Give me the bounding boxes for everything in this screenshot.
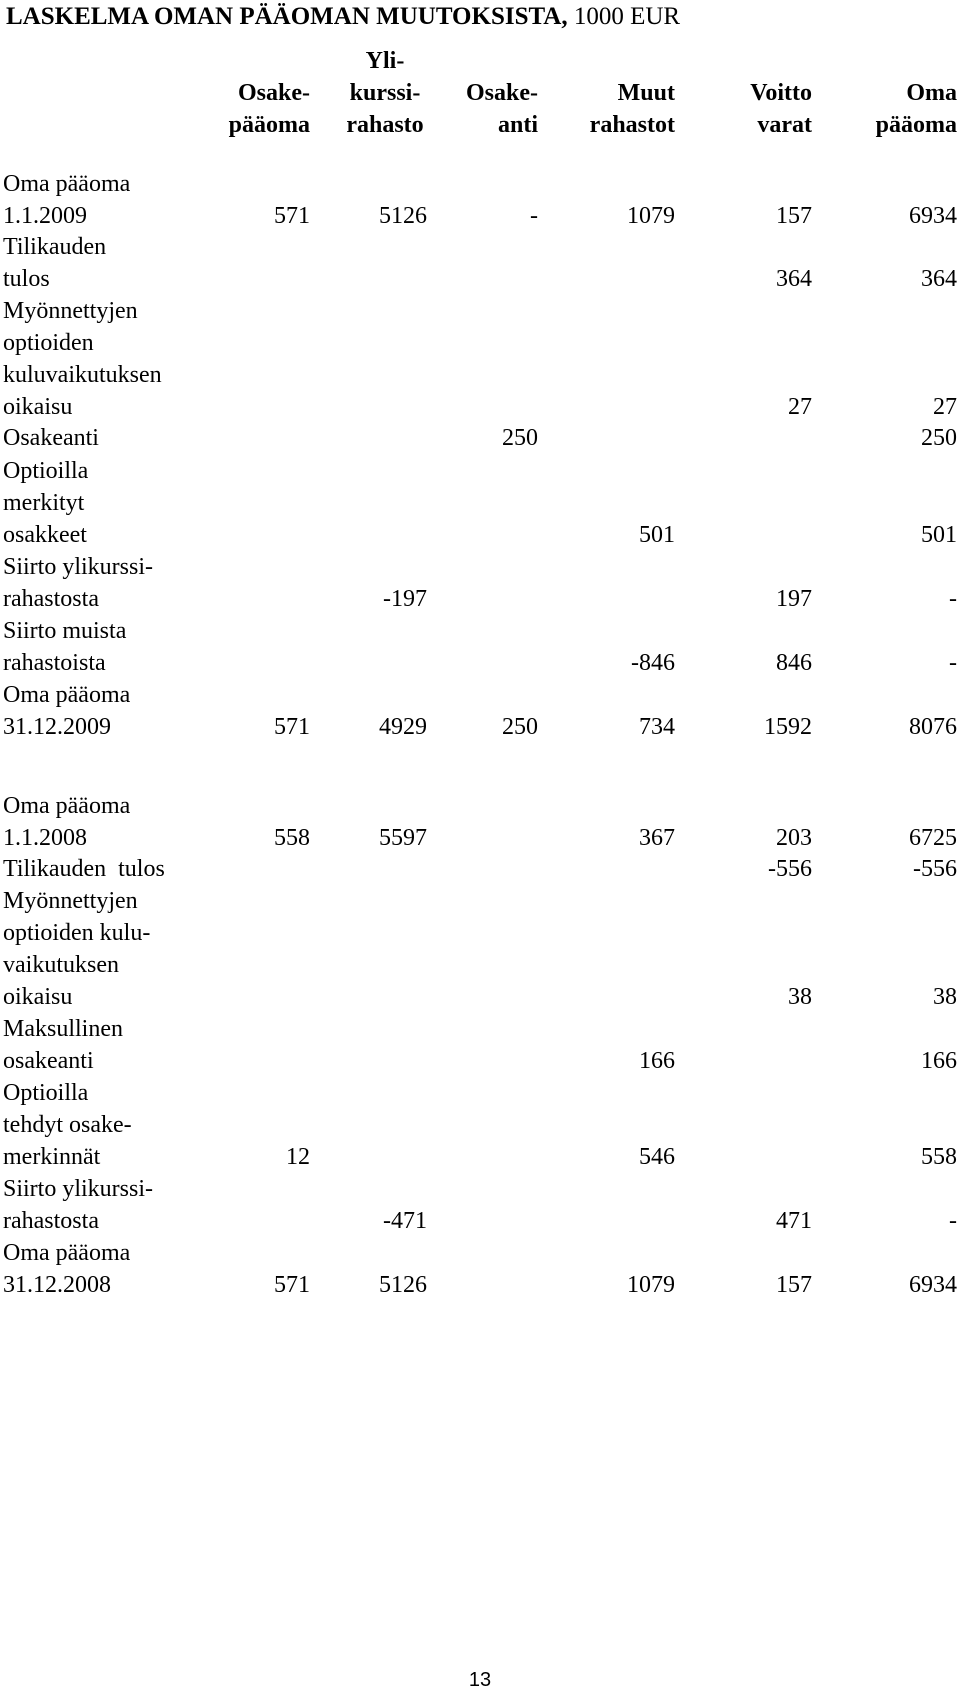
row-label [3, 168, 130, 232]
row-label [3, 1077, 132, 1173]
value-cell: 8076 [909, 714, 957, 740]
value-cell: 501 [921, 522, 957, 548]
col-header-ylikurssirahasto [340, 45, 430, 141]
title-main: LASKELMA OMAN PÄÄOMAN MUUTOKSISTA, [6, 3, 568, 30]
table-row [0, 1173, 960, 1237]
value-cell: 558 [274, 825, 310, 851]
page-number: 13 [468, 1669, 492, 1691]
value-cell: 5126 [379, 203, 427, 229]
table-row [0, 551, 960, 615]
row-label-line: tehdyt osake- [3, 1112, 132, 1138]
row-label-line: oikaisu [3, 984, 73, 1010]
row-label-line: optioiden kulu- [3, 920, 151, 946]
row-label-line: merkityt [3, 490, 85, 516]
value-cell: 571 [274, 714, 310, 740]
value-cell: 1079 [627, 203, 675, 229]
row-label-line: Maksullinen [3, 1016, 123, 1042]
col-header-line: rahastot [589, 112, 675, 138]
row-label-line: optioiden [3, 330, 94, 356]
value-cell: 367 [639, 825, 675, 851]
value-cell: 166 [639, 1048, 675, 1074]
row-label-line: Optioilla [3, 458, 89, 484]
value-cell: 12 [286, 1144, 310, 1170]
value-cell: 571 [274, 203, 310, 229]
value-cell: 546 [639, 1144, 675, 1170]
value-cell: 250 [921, 425, 957, 451]
value-cell: 157 [776, 203, 812, 229]
row-label [3, 455, 88, 551]
row-label-line: Tilikauden [3, 234, 107, 260]
table-row [0, 168, 960, 232]
row-label [3, 1173, 153, 1237]
row-label-line: Tilikauden tulos [3, 856, 165, 882]
value-cell: 197 [776, 586, 812, 612]
table-row [0, 885, 960, 1013]
row-label-line: Oma pääoma [3, 1240, 131, 1266]
row-label-line: 1.1.2009 [3, 203, 87, 229]
table-row [0, 853, 960, 885]
row-label [3, 231, 106, 295]
row-label-line: Optioilla [3, 1080, 89, 1106]
row-label [3, 853, 165, 885]
value-cell: 27 [788, 394, 812, 420]
col-header-line: Oma [906, 80, 957, 106]
col-header-line: Osake- [466, 80, 538, 106]
row-label [3, 422, 99, 454]
value-cell: 1079 [627, 1272, 675, 1298]
value-cell: - [949, 586, 957, 612]
row-label [3, 1237, 130, 1301]
value-cell: 1592 [764, 714, 812, 740]
col-header-muut-rahastot [590, 45, 675, 141]
row-label-line: vaikutuksen [3, 952, 119, 978]
row-label-line: Osakeanti [3, 425, 99, 451]
row-label-line: Siirto ylikurssi- [3, 554, 154, 580]
value-cell: -556 [913, 856, 957, 882]
row-label-line: tulos [3, 266, 50, 292]
value-cell: -556 [768, 856, 812, 882]
value-cell: -846 [631, 650, 675, 676]
row-label-line: Siirto muista [3, 618, 127, 644]
value-cell: 471 [776, 1208, 812, 1234]
value-cell: 38 [933, 984, 957, 1010]
col-header-osakeanti [466, 45, 538, 141]
row-label-line: Oma pääoma [3, 793, 131, 819]
row-label-line: osakkeet [3, 522, 87, 548]
value-cell: 6725 [909, 825, 957, 851]
table-row [0, 295, 960, 423]
row-label-line: Myönnettyjen [3, 888, 138, 914]
value-cell: 203 [776, 825, 812, 851]
value-cell: 364 [921, 266, 957, 292]
col-header-line: rahasto [346, 112, 424, 138]
row-label-line: Myönnettyjen [3, 298, 138, 324]
table-row [0, 1013, 960, 1077]
col-header-line: varat [757, 112, 812, 138]
value-cell: 6934 [909, 203, 957, 229]
col-header-line: pääoma [228, 112, 310, 138]
col-header-voittovarat [750, 45, 812, 141]
value-cell: 5597 [379, 825, 427, 851]
value-cell: 157 [776, 1272, 812, 1298]
row-label-line: osakeanti [3, 1048, 94, 1074]
row-label-line: 31.12.2009 [3, 714, 111, 740]
value-cell: 166 [921, 1048, 957, 1074]
row-label-line: kuluvaikutuksen [3, 362, 162, 388]
row-label-line: Oma pääoma [3, 171, 131, 197]
value-cell: 571 [274, 1272, 310, 1298]
col-header-osakepaaoma [229, 45, 310, 141]
value-cell: 250 [502, 714, 538, 740]
value-cell: 5126 [379, 1272, 427, 1298]
row-label [3, 295, 162, 423]
col-header-line: kurssi- [349, 80, 421, 106]
row-label-line: Siirto ylikurssi- [3, 1176, 154, 1202]
row-label [3, 551, 153, 615]
row-label-line: oikaisu [3, 394, 73, 420]
value-cell: 558 [921, 1144, 957, 1170]
row-label-line: 1.1.2008 [3, 825, 87, 851]
table-row [0, 615, 960, 679]
col-header-line: Voitto [750, 80, 812, 106]
page-title [6, 2, 680, 32]
value-cell: 846 [776, 650, 812, 676]
value-cell: 734 [639, 714, 675, 740]
table-row [0, 790, 960, 854]
col-header-line: Yli- [365, 48, 405, 74]
col-header-line: Muut [617, 80, 675, 106]
value-cell: 364 [776, 266, 812, 292]
row-label-line: rahastosta [3, 1208, 99, 1234]
row-label-line: Oma pääoma [3, 682, 131, 708]
value-cell: - [949, 650, 957, 676]
row-label-line: rahastosta [3, 586, 99, 612]
table-row [0, 455, 960, 551]
table-row [0, 422, 960, 454]
row-label-line: merkinnät [3, 1144, 101, 1170]
table-row [0, 231, 960, 295]
row-label [3, 615, 126, 679]
row-label [3, 679, 130, 743]
value-cell: 250 [502, 425, 538, 451]
value-cell: 501 [639, 522, 675, 548]
value-cell: - [530, 203, 538, 229]
value-cell: 4929 [379, 714, 427, 740]
table-row [0, 1237, 960, 1301]
row-label [3, 1013, 123, 1077]
col-header-line: pääoma [875, 112, 957, 138]
table-row [0, 679, 960, 743]
row-label [3, 790, 130, 854]
row-label-line: 31.12.2008 [3, 1272, 111, 1298]
value-cell: -197 [383, 586, 427, 612]
col-header-line: Osake- [238, 80, 310, 106]
col-header-line: anti [497, 112, 538, 138]
row-label-line: rahastoista [3, 650, 106, 676]
value-cell: - [949, 1208, 957, 1234]
row-label [3, 885, 150, 1013]
table-row [0, 1077, 960, 1173]
title-unit: 1000 EUR [567, 3, 681, 30]
value-cell: -471 [383, 1208, 427, 1234]
value-cell: 38 [788, 984, 812, 1010]
value-cell: 27 [933, 394, 957, 420]
col-header-oma-paaoma [876, 45, 957, 141]
value-cell: 6934 [909, 1272, 957, 1298]
